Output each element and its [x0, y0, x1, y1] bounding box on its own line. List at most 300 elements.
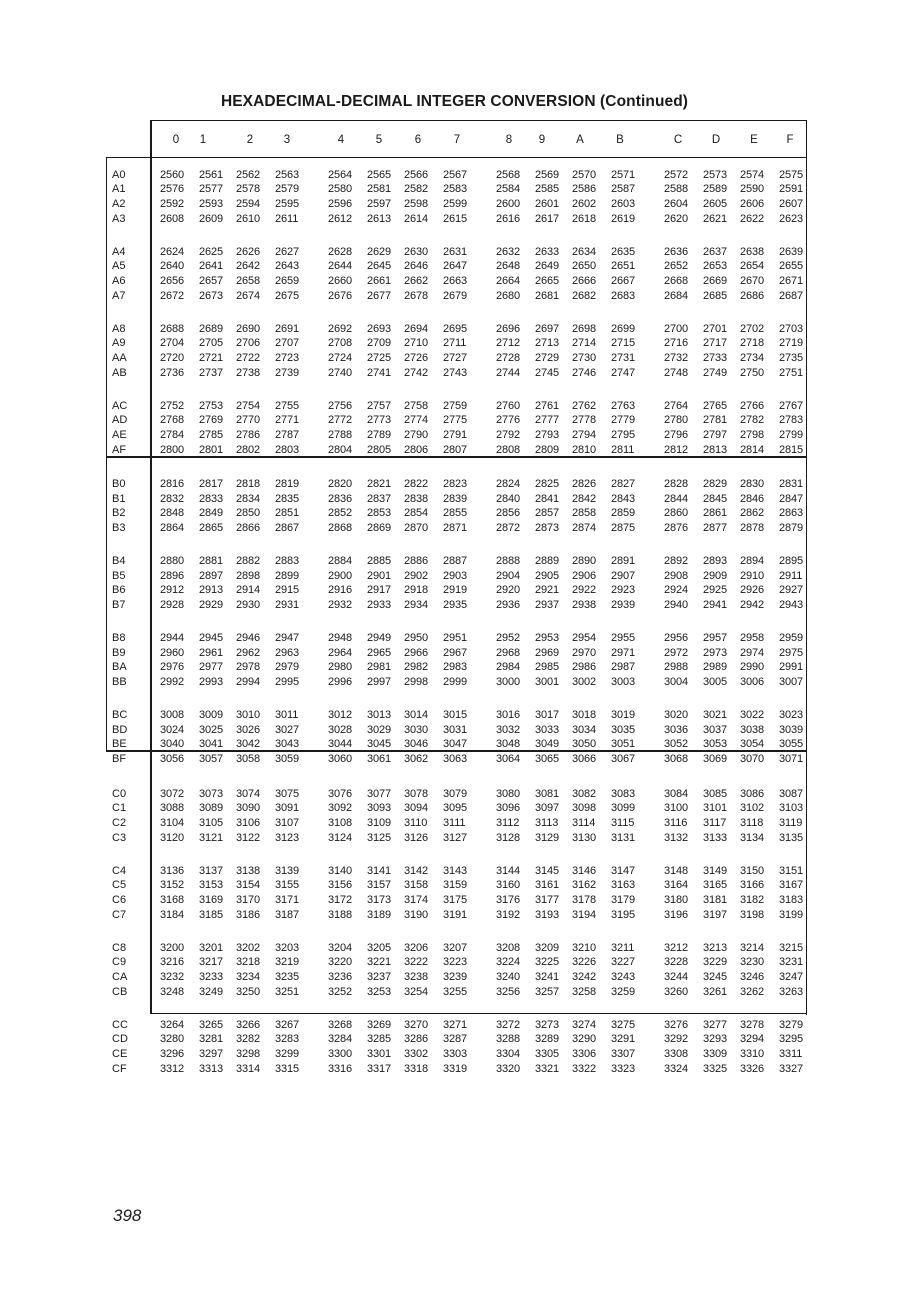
table-cell: 2924: [664, 584, 689, 597]
table-cell: 2758: [404, 399, 429, 412]
table-cell: 2582: [404, 183, 429, 196]
table-cell: 2885: [367, 555, 392, 567]
table-cell: 3057: [199, 753, 224, 766]
table-cell: 3322: [572, 1062, 597, 1075]
table-cell: 3162: [572, 879, 597, 892]
table-cell: 2964: [328, 646, 353, 659]
table-cell: 2983: [443, 661, 468, 674]
table-cell: 2821: [367, 478, 392, 490]
row-label: BA: [112, 661, 127, 674]
table-cell: 3006: [740, 676, 765, 689]
table-cell: 3232: [160, 970, 185, 983]
table-cell: 2678: [404, 289, 429, 302]
table-cell: 3109: [367, 816, 392, 829]
table-cell: 3114: [572, 816, 596, 829]
table-cell: 2895: [779, 555, 804, 567]
table-cell: 3136: [160, 864, 185, 877]
table-cell: 2572: [664, 168, 689, 181]
table-cell: 3013: [367, 709, 392, 721]
table-cell: 2848: [160, 507, 185, 520]
table-cell: 3144: [496, 864, 521, 877]
table-cell: 3047: [443, 738, 468, 751]
table-cell: 2719: [779, 337, 804, 350]
table-cell: 2743: [443, 366, 468, 379]
table-cell: 2984: [496, 661, 521, 674]
table-cell: 3193: [535, 908, 560, 921]
table-cell: 2739: [275, 366, 300, 379]
table-cell: 2781: [703, 414, 728, 427]
table-cell: 3192: [496, 908, 521, 921]
table-cell: 3064: [496, 753, 521, 766]
table-cell: 2576: [160, 183, 185, 196]
table-cell: 3327: [779, 1062, 804, 1075]
table-cell: 2753: [199, 399, 224, 412]
column-header: 1: [199, 134, 207, 146]
table-cell: 2975: [779, 646, 804, 659]
table-cell: 3025: [199, 723, 224, 736]
table-cell: 3317: [367, 1062, 392, 1075]
table-cell: 2880: [160, 555, 185, 567]
table-cell: 3000: [496, 676, 521, 689]
table-cell: 3313: [199, 1062, 224, 1075]
table-cell: 3137: [199, 864, 224, 877]
table-cell: 2857: [535, 507, 560, 520]
table-cell: 3130: [572, 831, 597, 844]
table-cell: 3086: [740, 787, 765, 800]
table-cell: 2867: [275, 522, 300, 535]
table-cell: 3153: [199, 879, 224, 892]
table-cell: 2584: [496, 183, 521, 196]
table-cell: 3070: [740, 753, 765, 766]
table-cell: 3194: [572, 908, 597, 921]
table-cell: 3275: [611, 1018, 636, 1031]
table-cell: 2747: [611, 366, 636, 379]
row-label: CC: [112, 1018, 128, 1031]
row-label: B8: [112, 632, 126, 644]
table-cell: 2893: [703, 555, 728, 567]
table-cell: 3112: [496, 816, 520, 829]
table-cell: 3039: [779, 723, 804, 736]
table-cell: 2858: [572, 507, 597, 520]
table-cell: 2613: [367, 212, 392, 225]
table-cell: 2619: [611, 212, 636, 225]
table-cell: 2627: [275, 245, 300, 258]
table-cell: 3127: [443, 831, 468, 844]
table-cell: 2727: [443, 351, 468, 364]
table-cell: 2798: [740, 428, 765, 441]
table-cell: 2863: [779, 507, 804, 520]
table-cell: 2601: [535, 197, 560, 210]
table-cell: 2996: [328, 676, 353, 689]
table-cell: 3174: [404, 893, 429, 906]
table-cell: 2833: [199, 492, 224, 505]
table-cell: 2668: [664, 274, 689, 287]
table-cell: 2861: [703, 507, 728, 520]
table-cell: 3256: [496, 985, 521, 998]
table-cell: 3077: [367, 787, 392, 800]
table-cell: 2569: [535, 168, 560, 181]
table-cell: 2991: [779, 661, 804, 674]
table-cell: 3073: [199, 787, 224, 800]
table-cell: 3017: [535, 709, 560, 721]
table-cell: 3080: [496, 787, 521, 800]
table-cell: 2772: [328, 414, 353, 427]
table-cell: 3245: [703, 970, 728, 983]
table-cell: 3158: [404, 879, 429, 892]
table-cell: 2742: [404, 366, 429, 379]
table-cell: 3167: [779, 879, 804, 892]
table-cell: 2961: [199, 646, 224, 659]
table-cell: 2687: [779, 289, 804, 302]
row-label: BB: [112, 676, 127, 689]
table-cell: 2901: [367, 569, 392, 582]
table-cell: 2655: [779, 260, 804, 273]
table-cell: 3213: [703, 941, 728, 954]
table-cell: 2732: [664, 351, 689, 364]
table-cell: 3143: [443, 864, 468, 877]
row-label: AC: [112, 399, 128, 412]
table-cell: 2931: [275, 599, 300, 612]
row-label: C7: [112, 908, 127, 921]
table-cell: 2750: [740, 366, 765, 379]
table-cell: 3308: [664, 1047, 689, 1060]
table-cell: 3090: [236, 802, 261, 815]
table-cell: 3134: [740, 831, 765, 844]
table-cell: 2715: [611, 337, 636, 350]
table-cell: 3036: [664, 723, 689, 736]
table-cell: 2681: [535, 289, 560, 302]
table-cell: 2963: [275, 646, 300, 659]
table-cell: 3260: [664, 985, 689, 998]
table-cell: 2793: [535, 428, 560, 441]
row-label: A4: [112, 245, 126, 258]
table-cell: 3010: [236, 709, 261, 721]
row-label: A7: [112, 289, 126, 302]
table-cell: 3302: [404, 1047, 429, 1060]
table-cell: 2642: [236, 260, 261, 273]
table-cell: 2644: [328, 260, 353, 273]
table-cell: 2653: [703, 260, 728, 273]
table-cell: 2977: [199, 661, 224, 674]
table-cell: 2997: [367, 676, 392, 689]
table-cell: 2641: [199, 260, 224, 273]
table-cell: 2725: [367, 351, 392, 364]
table-cell: 2562: [236, 168, 261, 181]
table-cell: 2589: [703, 183, 728, 196]
table-cell: 3031: [443, 723, 468, 736]
table-cell: 2982: [404, 661, 429, 674]
table-cell: 3239: [443, 970, 468, 983]
table-cell: 2892: [664, 555, 689, 567]
table-cell: 3116: [664, 816, 688, 829]
row-label: AF: [112, 443, 127, 456]
table-cell: 2935: [443, 599, 468, 612]
table-cell: 3009: [199, 709, 224, 721]
table-cell: 2675: [275, 289, 300, 302]
table-cell: 2672: [160, 289, 185, 302]
table-cell: 2943: [779, 599, 804, 612]
table-cell: 2777: [535, 414, 560, 427]
table-cell: 2578: [236, 183, 261, 196]
table-cell: 2757: [367, 399, 392, 412]
table-cell: 2807: [443, 443, 468, 456]
table-cell: 2966: [404, 646, 429, 659]
table-cell: 3049: [535, 738, 560, 751]
table-cell: 3288: [496, 1033, 521, 1046]
table-cell: 2708: [328, 337, 353, 350]
column-header: 4: [337, 134, 345, 146]
table-cell: 2794: [572, 428, 597, 441]
table-cell: 2898: [236, 569, 261, 582]
table-cell: 3035: [611, 723, 636, 736]
table-cell: 2806: [404, 443, 429, 456]
table-left-border: [106, 157, 107, 751]
table-cell: 3101: [703, 802, 728, 815]
table-cell: 2936: [496, 599, 521, 612]
table-cell: 2706: [236, 337, 261, 350]
table-cell: 2959: [779, 632, 804, 644]
table-cell: 2590: [740, 183, 765, 196]
column-header: 6: [414, 134, 422, 146]
table-cell: 2712: [496, 337, 521, 350]
table-cell: 3196: [664, 908, 689, 921]
table-cell: 2611: [275, 212, 299, 225]
table-cell: 2845: [703, 492, 728, 505]
table-cell: 3220: [328, 956, 353, 969]
table-cell: 3290: [572, 1033, 597, 1046]
table-cell: 2620: [664, 212, 689, 225]
table-cell: 3318: [404, 1062, 429, 1075]
table-cell: 2941: [703, 599, 728, 612]
table-cell: 3110: [404, 816, 428, 829]
table-cell: 2774: [404, 414, 429, 427]
table-cell: 3187: [275, 908, 300, 921]
table-cell: 2988: [664, 661, 689, 674]
table-cell: 2995: [275, 676, 300, 689]
table-cell: 3183: [779, 893, 804, 906]
table-cell: 2870: [404, 522, 429, 535]
table-cell: 3072: [160, 787, 185, 800]
table-cell: 3207: [443, 941, 468, 954]
table-cell: 3226: [572, 956, 597, 969]
table-cell: 2580: [328, 183, 353, 196]
table-cell: 3214: [740, 941, 765, 954]
table-cell: 2680: [496, 289, 521, 302]
table-cell: 2860: [664, 507, 689, 520]
table-cell: 3215: [779, 941, 804, 954]
table-cell: 2971: [611, 646, 636, 659]
table-cell: 2859: [611, 507, 636, 520]
table-cell: 2904: [496, 569, 521, 582]
row-label: AB: [112, 366, 127, 379]
table-cell: 3040: [160, 738, 185, 751]
table-cell: 3011: [275, 709, 299, 721]
table-cell: 2933: [367, 599, 392, 612]
table-cell: 2980: [328, 661, 353, 674]
table-cell: 3138: [236, 864, 261, 877]
table-cell: 2778: [572, 414, 597, 427]
table-cell: 3181: [703, 893, 728, 906]
table-cell: 2953: [535, 632, 560, 644]
table-cell: 3311: [779, 1047, 803, 1060]
table-cell: 3019: [611, 709, 636, 721]
row-label: C4: [112, 864, 127, 877]
table-cell: 3197: [703, 908, 728, 921]
table-cell: 2992: [160, 676, 185, 689]
row-label: B5: [112, 569, 126, 582]
table-top-border: [150, 120, 807, 121]
table-cell: 3151: [779, 864, 804, 877]
table-cell: 2689: [199, 322, 224, 335]
table-cell: 2829: [703, 478, 728, 490]
table-cell: 3309: [703, 1047, 728, 1060]
table-cell: 2597: [367, 197, 392, 210]
table-cell: 3169: [199, 893, 224, 906]
table-cell: 2661: [367, 274, 392, 287]
table-cell: 2940: [664, 599, 689, 612]
table-cell: 3029: [367, 723, 392, 736]
table-cell: 2759: [443, 399, 468, 412]
table-cell: 2563: [275, 168, 300, 181]
table-cell: 2817: [199, 478, 224, 490]
table-cell: 2802: [236, 443, 261, 456]
table-cell: 2676: [328, 289, 353, 302]
table-cell: 3283: [275, 1033, 300, 1046]
table-cell: 2773: [367, 414, 392, 427]
table-cell: 2944: [160, 632, 185, 644]
table-cell: 2648: [496, 260, 521, 273]
table-cell: 2930: [236, 599, 261, 612]
row-label: B0: [112, 478, 126, 490]
table-cell: 2762: [572, 399, 597, 412]
table-cell: 2849: [199, 507, 224, 520]
table-cell: 3055: [779, 738, 804, 751]
table-cell: 2890: [572, 555, 597, 567]
table-cell: 2909: [703, 569, 728, 582]
row-label: B1: [112, 492, 126, 505]
table-cell: 3249: [199, 985, 224, 998]
table-cell: 3237: [367, 970, 392, 983]
table-cell: 2801: [199, 443, 224, 456]
table-cell: 2729: [535, 351, 560, 364]
table-cell: 3324: [664, 1062, 689, 1075]
table-cell: 3206: [404, 941, 429, 954]
table-cell: 2693: [367, 322, 392, 335]
table-cell: 2651: [611, 260, 636, 273]
table-cell: 2604: [664, 197, 689, 210]
table-cell: 3106: [236, 816, 261, 829]
table-cell: 2583: [443, 183, 468, 196]
table-cell: 3026: [236, 723, 261, 736]
row-label: B3: [112, 522, 126, 535]
table-cell: 2918: [404, 584, 429, 597]
table-cell: 3061: [367, 753, 392, 766]
table-cell: 3224: [496, 956, 521, 969]
table-cell: 3203: [275, 941, 300, 954]
table-cell: 3262: [740, 985, 765, 998]
table-cell: 2623: [779, 212, 804, 225]
table-cell: 3141: [367, 864, 392, 877]
table-cell: 2928: [160, 599, 185, 612]
table-cell: 3068: [664, 753, 689, 766]
table-cell: 3044: [328, 738, 353, 751]
table-cell: 2616: [496, 212, 521, 225]
table-cell: 3314: [236, 1062, 261, 1075]
table-cell: 2791: [443, 428, 468, 441]
table-cell: 3148: [664, 864, 689, 877]
table-cell: 3234: [236, 970, 261, 983]
table-cell: 2733: [703, 351, 728, 364]
page-title: HEXADECIMAL-DECIMAL INTEGER CONVERSION (Continued): [220, 93, 689, 110]
row-label: BE: [112, 738, 127, 751]
table-cell: 3095: [443, 802, 468, 815]
table-cell: 3259: [611, 985, 636, 998]
table-cell: 3240: [496, 970, 521, 983]
table-cell: 2684: [664, 289, 689, 302]
table-cell: 3104: [160, 816, 185, 829]
table-cell: 2683: [611, 289, 636, 302]
table-cell: 2677: [367, 289, 392, 302]
table-cell: 2659: [275, 274, 300, 287]
table-cell: 2722: [236, 351, 261, 364]
table-cell: 3233: [199, 970, 224, 983]
table-cell: 3118: [740, 816, 764, 829]
table-cell: 2591: [779, 183, 804, 196]
table-cell: 3299: [275, 1047, 300, 1060]
table-cell: 2598: [404, 197, 429, 210]
table-cell: 2832: [160, 492, 185, 505]
table-cell: 2682: [572, 289, 597, 302]
table-cell: 2827: [611, 478, 636, 490]
table-cell: 3190: [404, 908, 429, 921]
table-cell: 2900: [328, 569, 353, 582]
table-cell: 2878: [740, 522, 765, 535]
table-cell: 3014: [404, 709, 429, 721]
row-label: B9: [112, 646, 126, 659]
table-cell: 3001: [535, 676, 560, 689]
table-cell: 2808: [496, 443, 521, 456]
table-cell: 2673: [199, 289, 224, 302]
table-cell: 3105: [199, 816, 224, 829]
table-cell: 3063: [443, 753, 468, 766]
table-cell: 2763: [611, 399, 636, 412]
table-cell: 3289: [535, 1033, 560, 1046]
table-cell: 2728: [496, 351, 521, 364]
table-cell: 3223: [443, 956, 468, 969]
table-cell: 3018: [572, 709, 597, 721]
table-cell: 2645: [367, 260, 392, 273]
table-cell: 2783: [779, 414, 804, 427]
table-cell: 3157: [367, 879, 392, 892]
table-cell: 2615: [443, 212, 468, 225]
table-cell: 2738: [236, 366, 261, 379]
table-cell: 2714: [572, 337, 597, 350]
table-cell: 3060: [328, 753, 353, 766]
table-cell: 3038: [740, 723, 765, 736]
table-cell: 2631: [443, 245, 468, 258]
row-label: B4: [112, 555, 126, 567]
table-cell: 2834: [236, 492, 261, 505]
row-label: BF: [112, 753, 127, 766]
table-cell: 3069: [703, 753, 728, 766]
table-cell: 3005: [703, 676, 728, 689]
table-cell: 3008: [160, 709, 185, 721]
table-cell: 2948: [328, 632, 353, 644]
table-cell: 3199: [779, 908, 804, 921]
table-cell: 2646: [404, 260, 429, 273]
table-cell: 2711: [443, 337, 467, 350]
table-cell: 2663: [443, 274, 468, 287]
